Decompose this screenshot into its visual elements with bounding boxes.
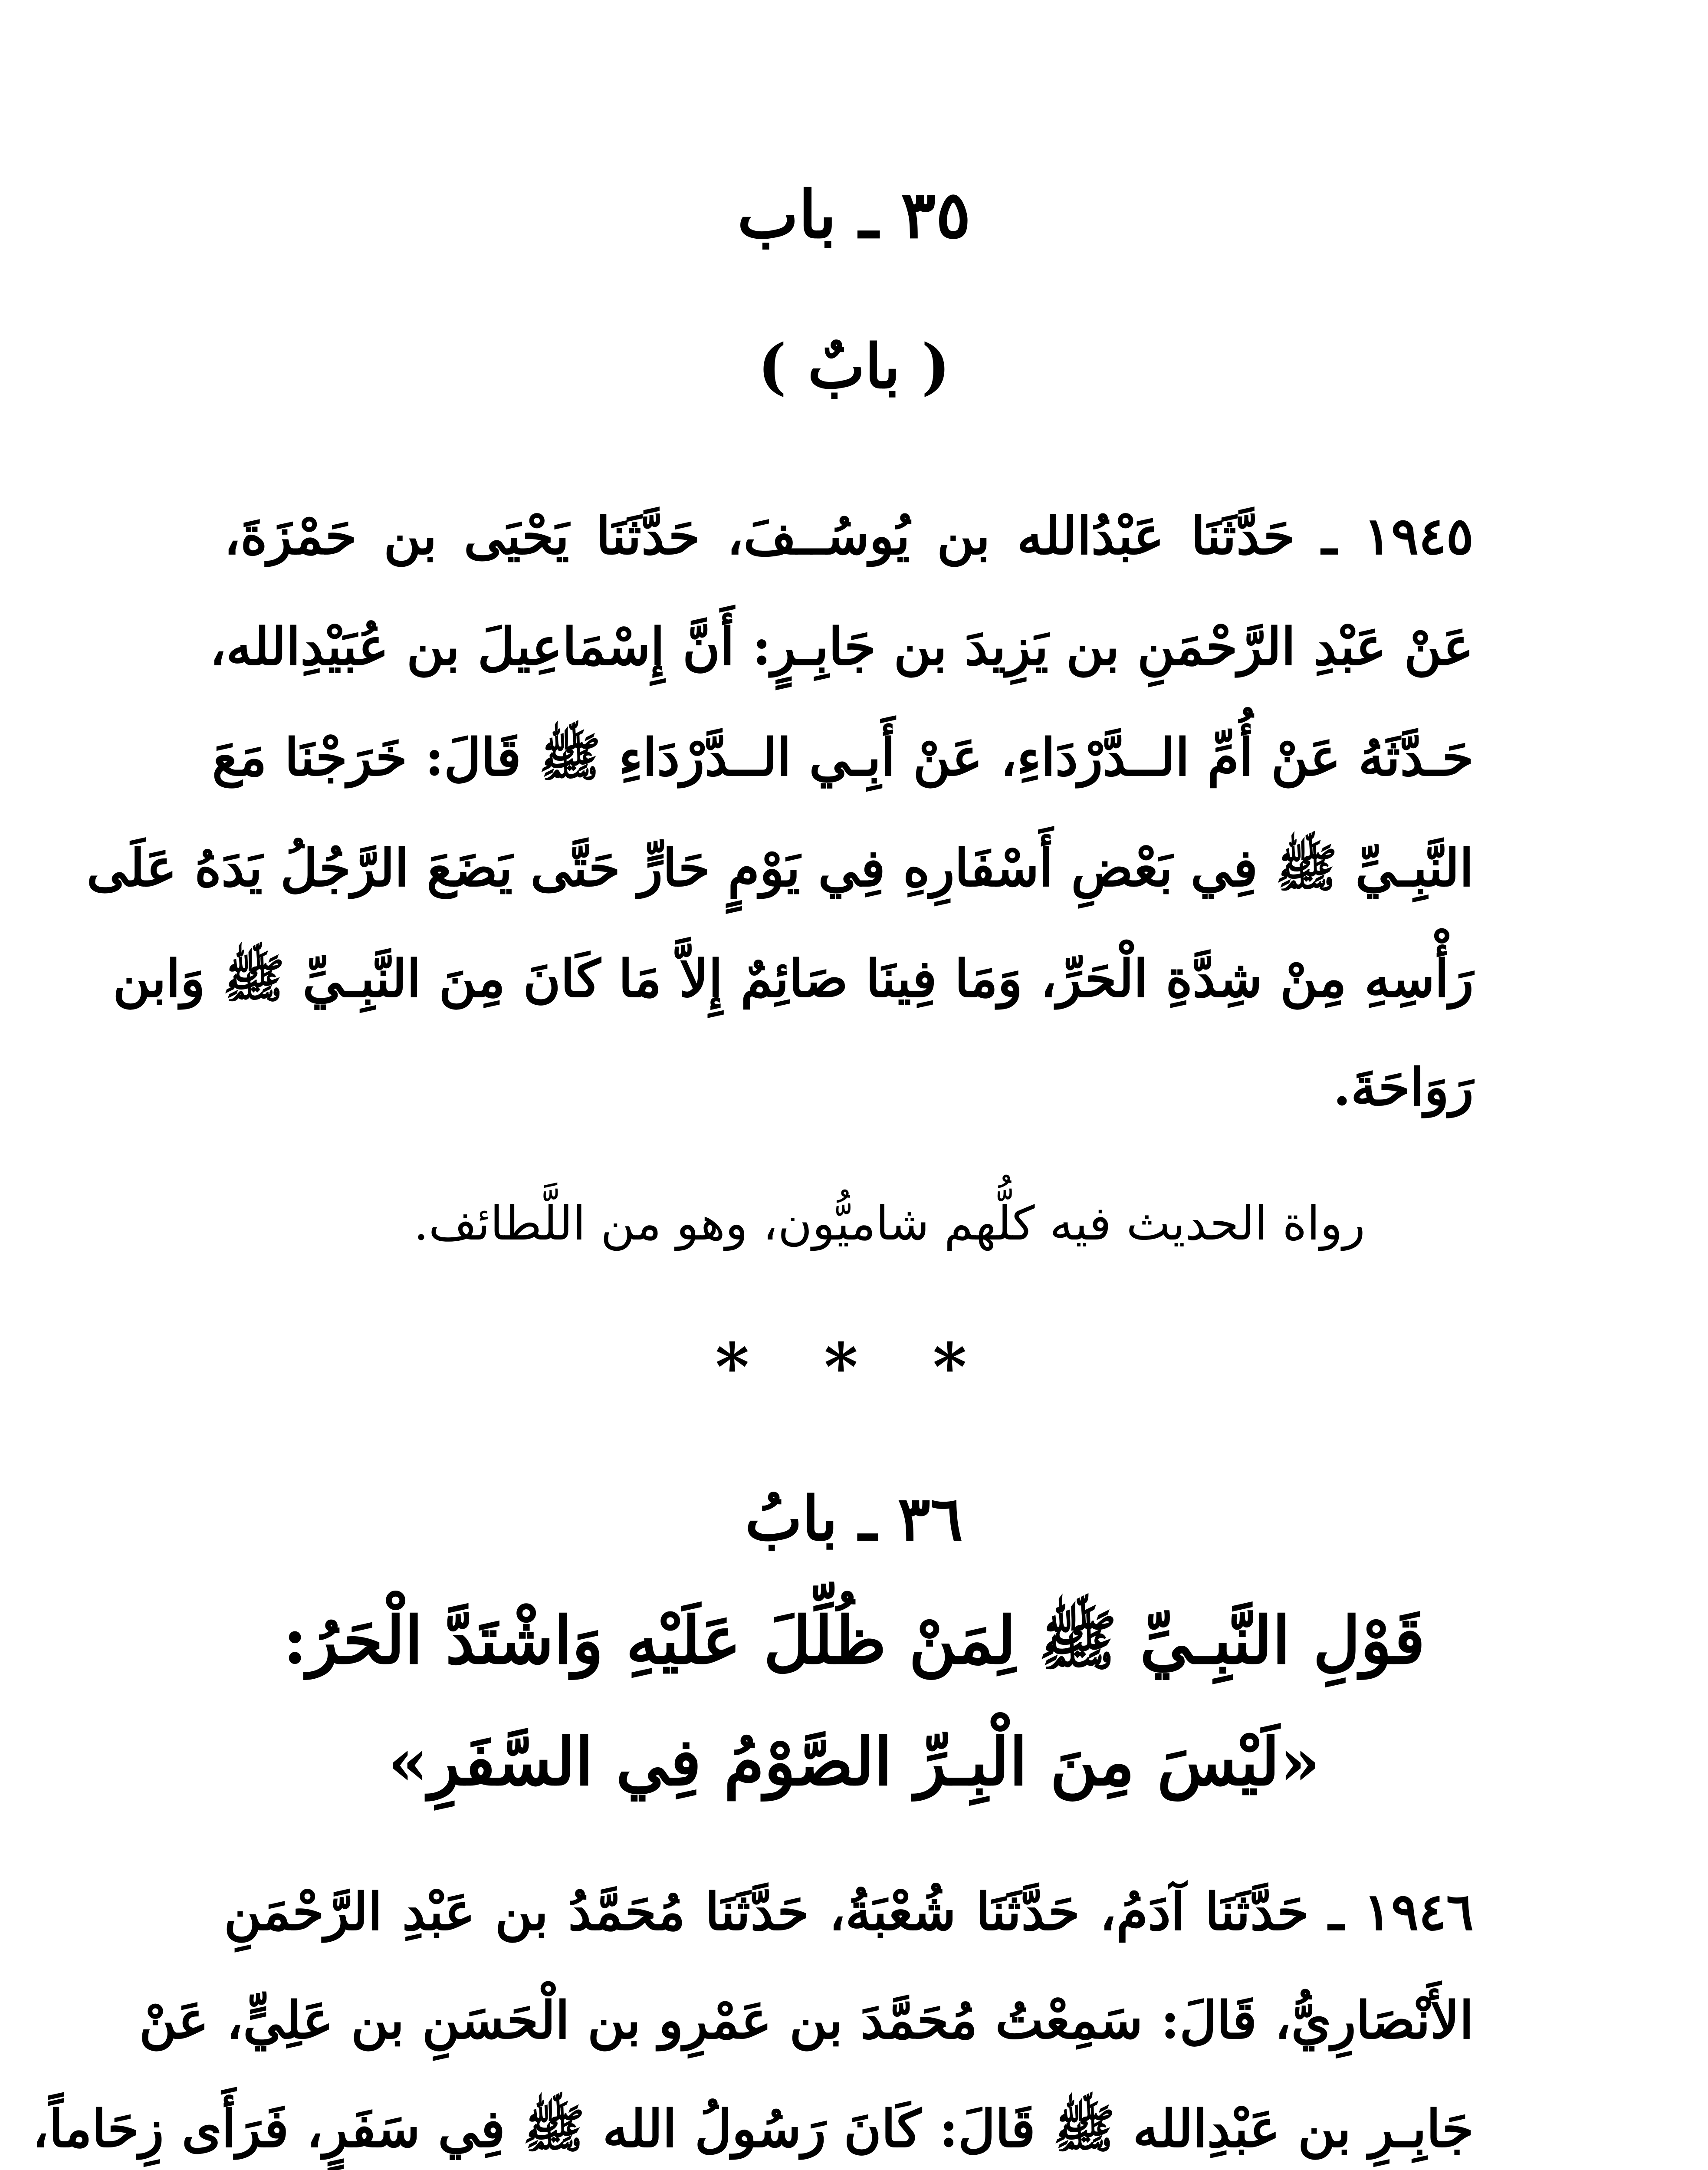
chapter-35-subheading: ( بابٌ ) bbox=[758, 331, 950, 402]
narrators-note: رواة الحديث فيه كلُّهم شاميُّون، وهو من اللَّطائف. bbox=[414, 1197, 1365, 1251]
hadith-1945-line-6: رَوَاحَةَ. bbox=[1333, 1057, 1474, 1117]
chapter-36-title-line-1: قَوْلِ النَّبِـيِّ ﷺ لِمَنْ ظُلِّلَ عَلَيْهِ وَاشْتَدَّ الْحَرُ: bbox=[282, 1602, 1426, 1679]
chapter-36-heading: ٣٦ ـ بابُ bbox=[745, 1483, 963, 1555]
hadith-1945-line-5: رَأْسِهِ مِنْ شِدَّةِ الْحَرِّ، وَمَا فِينَا صَائِمٌ إِلاَّ مَا كَانَ مِنَ النَّبِـيِّ ﷺ وَابن bbox=[113, 948, 1474, 1009]
hadith-1945-line-2: عَنْ عَبْدِ الرَّحْمَنِ بن يَزِيدَ بن جَابِـرٍ: أَنَّ إِسْمَاعِيلَ بن عُبَيْدِالله، bbox=[210, 616, 1474, 677]
hadith-1945-line-3: حَـدَّثَهُ عَنْ أُمِّ الــدَّرْدَاءِ، عَنْ أَبِـي الــدَّرْدَاءِ ﷺ قَالَ: خَرَجْنَا مَعَ bbox=[212, 727, 1474, 787]
hadith-1946-line-2: الأَنْصَارِيُّ، قَالَ: سَمِعْتُ مُحَمَّدَ بن عَمْرِو بن الْحَسَنِ بن عَلِيٍّ، عَنْ bbox=[139, 1990, 1474, 2050]
chapter-36-title-line-2: «لَيْسَ مِنَ الْبِـرِّ الصَّوْمُ فِي السَّفَرِ» bbox=[388, 1724, 1320, 1800]
hadith-1945-line-4: النَّبِـيِّ ﷺ فِي بَعْضِ أَسْفَارِهِ فِي يَوْمٍ حَارٍّ حَتَّى يَضَعَ الرَّجُلُ يَدَهُ عَلَى bbox=[86, 838, 1474, 898]
hadith-1946-line-1: ١٩٤٦ ـ حَدَّثَنَا آدَمُ، حَدَّثَنَا شُعْبَةُ، حَدَّثَنَا مُحَمَّدُ بن عَبْدِ الرَّحْمَنِ bbox=[224, 1881, 1474, 1942]
hadith-1945-line-1: ١٩٤٥ ـ حَدَّثَنَا عَبْدُالله بن يُوسُــفَ، حَدَّثَنَا يَحْيَى بن حَمْزَةَ، bbox=[224, 506, 1474, 566]
hadith-1946-line-3: جَابِـرِ بن عَبْدِالله ﷺ قَالَ: كَانَ رَسُولُ الله ﷺ فِي سَفَرٍ، فَرَأَى زِحَاماً، bbox=[32, 2098, 1474, 2159]
chapter-35-heading: ٣٥ ـ باب bbox=[737, 177, 971, 253]
section-separator: * * * bbox=[715, 1329, 993, 1405]
